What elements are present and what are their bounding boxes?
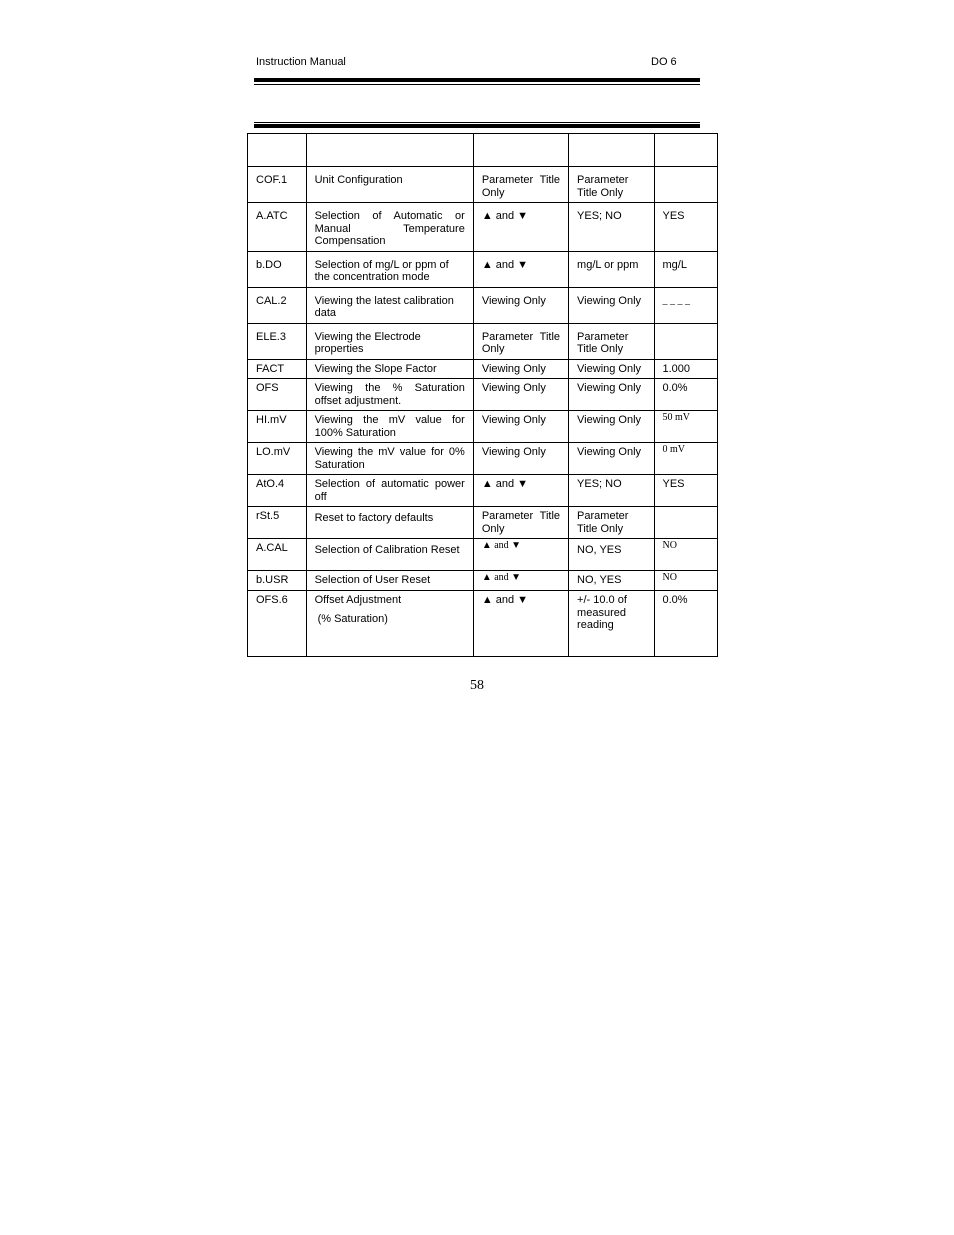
- keys-cell: ▲ and ▼: [473, 475, 568, 507]
- default-cell: NO: [654, 539, 718, 571]
- range-cell: NO, YES: [569, 539, 654, 571]
- keys-cell: ▲ and ▼: [473, 591, 568, 657]
- description-cell: [306, 591, 473, 657]
- keys-cell: Parameter Title Only: [473, 167, 568, 203]
- default-cell: NO: [654, 571, 718, 591]
- table-row: [248, 507, 718, 539]
- code-cell: AtO.4: [248, 475, 307, 507]
- table-row: [248, 571, 718, 591]
- description-cell: Viewing the % Saturation offset adjustment.: [306, 379, 473, 411]
- description-text: Offset Adjustment: [314, 594, 402, 606]
- range-cell: mg/L or ppm: [569, 251, 654, 287]
- description-cell: Viewing the mV value for 0% Saturation: [306, 443, 473, 475]
- code-cell: COF.1: [248, 167, 307, 203]
- range-cell: Viewing Only: [569, 411, 654, 443]
- default-cell: YES: [654, 203, 718, 252]
- description-cell: Viewing the latest calibration data: [306, 287, 473, 323]
- section-rule-thin: [254, 122, 700, 123]
- default-cell: 50 mV: [654, 411, 718, 443]
- default-cell: 1.000: [654, 359, 718, 379]
- description-cell: Unit Configuration: [306, 167, 473, 203]
- description-cell: Selection of mg/L or ppm of the concentration mode: [306, 251, 473, 287]
- keys-cell: Viewing Only: [473, 443, 568, 475]
- keys-cell: ▲ and ▼: [473, 203, 568, 252]
- default-cell: YES: [654, 475, 718, 507]
- parameter-table: [247, 133, 718, 657]
- default-cell: 0.0%: [654, 379, 718, 411]
- keys-cell: Viewing Only: [473, 359, 568, 379]
- keys-cell: ▲ and ▼: [473, 571, 568, 591]
- range-cell: YES; NO: [569, 475, 654, 507]
- header-cell: [248, 134, 307, 167]
- header-rule-thick: [254, 78, 700, 82]
- table-row: [248, 443, 718, 475]
- section-rule-thick: [254, 124, 700, 128]
- range-cell: Viewing Only: [569, 379, 654, 411]
- table-row: [248, 323, 718, 359]
- keys-cell: ▲ and ▼: [473, 251, 568, 287]
- keys-cell: Viewing Only: [473, 379, 568, 411]
- description-cell: Viewing the Electrode properties: [306, 323, 473, 359]
- range-cell: Viewing Only: [569, 287, 654, 323]
- description-cell: Selection of automatic power off: [306, 475, 473, 507]
- default-cell: 0.0%: [654, 591, 718, 657]
- range-cell: Viewing Only: [569, 443, 654, 475]
- table-row: [248, 359, 718, 379]
- code-cell: OFS.6: [248, 591, 307, 657]
- table-row: [248, 287, 718, 323]
- default-cell: [654, 323, 718, 359]
- header-cell: [654, 134, 718, 167]
- range-cell: YES; NO: [569, 203, 654, 252]
- header-manual-title: Instruction Manual: [256, 56, 346, 68]
- table-row: [248, 475, 718, 507]
- table-row: [248, 379, 718, 411]
- table-row: [248, 167, 718, 203]
- header-cell: [306, 134, 473, 167]
- code-cell: b.DO: [248, 251, 307, 287]
- default-cell: 0 mV: [654, 443, 718, 475]
- description-cell: Selection of Automatic or Manual Temperature Compensation: [306, 203, 473, 252]
- header-cell: [473, 134, 568, 167]
- default-cell: [654, 167, 718, 203]
- table-row: [248, 203, 718, 252]
- code-cell: LO.mV: [248, 443, 307, 475]
- header-model-name: DO 6: [651, 56, 677, 68]
- header-cell: [569, 134, 654, 167]
- description-cell: Reset to factory defaults: [306, 507, 473, 539]
- range-cell: Parameter Title Only: [569, 167, 654, 203]
- code-cell: OFS: [248, 379, 307, 411]
- code-cell: b.USR: [248, 571, 307, 591]
- description-cell: Selection of Calibration Reset: [306, 539, 473, 571]
- keys-cell: Parameter Title Only: [473, 323, 568, 359]
- range-cell: NO, YES: [569, 571, 654, 591]
- table-row: [248, 591, 718, 657]
- description-cell: Viewing the mV value for 100% Saturation: [306, 411, 473, 443]
- description-cell: Viewing the Slope Factor: [306, 359, 473, 379]
- table-row: [248, 411, 718, 443]
- description-subtext: (% Saturation): [317, 612, 388, 625]
- default-cell: _ _ _ _: [654, 287, 718, 323]
- keys-cell: Viewing Only: [473, 411, 568, 443]
- code-cell: CAL.2: [248, 287, 307, 323]
- default-cell: [654, 507, 718, 539]
- code-cell: rSt.5: [248, 507, 307, 539]
- keys-cell: ▲ and ▼: [473, 539, 568, 571]
- header-rule-thin: [254, 84, 700, 85]
- range-cell: Parameter Title Only: [569, 323, 654, 359]
- range-cell: +/- 10.0 of measured reading: [569, 591, 654, 657]
- code-cell: HI.mV: [248, 411, 307, 443]
- page-number: 58: [470, 678, 484, 693]
- description-cell: Selection of User Reset: [306, 571, 473, 591]
- table-header-row: [248, 134, 718, 167]
- code-cell: A.ATC: [248, 203, 307, 252]
- code-cell: FACT: [248, 359, 307, 379]
- default-cell: mg/L: [654, 251, 718, 287]
- keys-cell: Parameter Title Only: [473, 507, 568, 539]
- code-cell: A.CAL: [248, 539, 307, 571]
- code-cell: ELE.3: [248, 323, 307, 359]
- keys-cell: Viewing Only: [473, 287, 568, 323]
- table-row: [248, 251, 718, 287]
- range-cell: Parameter Title Only: [569, 507, 654, 539]
- table-row: [248, 539, 718, 571]
- range-cell: Viewing Only: [569, 359, 654, 379]
